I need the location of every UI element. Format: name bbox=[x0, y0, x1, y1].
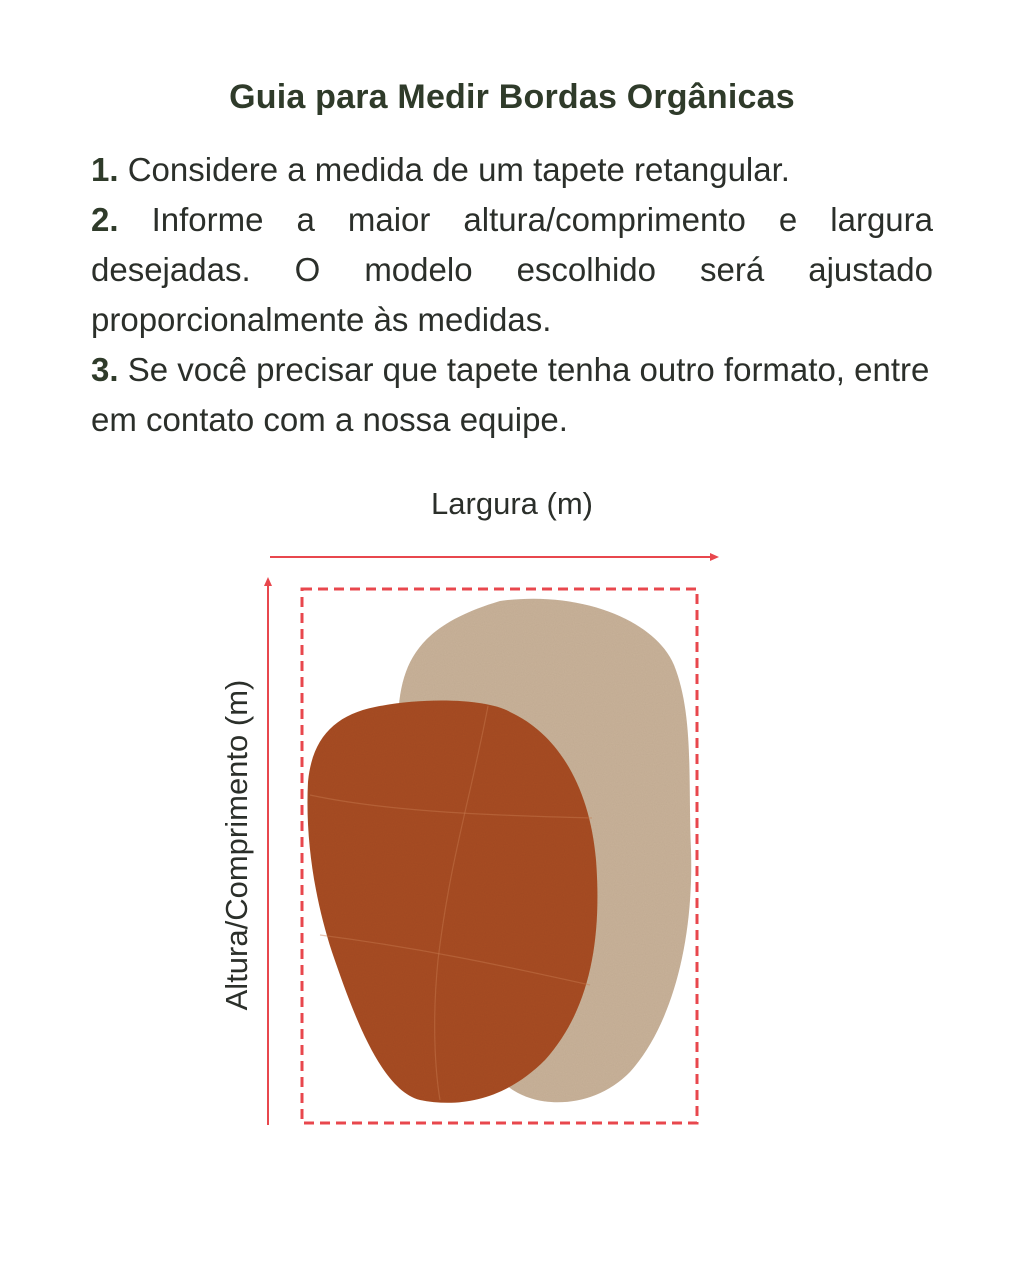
step-text: Considere a medida de um tapete retangular. bbox=[118, 151, 790, 188]
page-title: Guia para Medir Bordas Orgânicas bbox=[229, 78, 795, 116]
width-label: Largura (m) bbox=[431, 486, 593, 521]
step-number: 3. bbox=[91, 351, 119, 388]
rug-front-shape bbox=[307, 701, 597, 1103]
step-number: 1. bbox=[91, 151, 119, 188]
width-arrow bbox=[270, 553, 719, 561]
step-text: Se você precisar que tapete tenha outro formato, entre em contato com a nossa equipe. bbox=[91, 351, 930, 438]
step-number: 2. bbox=[91, 201, 119, 238]
height-label: Altura/Comprimento (m) bbox=[219, 679, 254, 1011]
height-arrow bbox=[264, 577, 272, 1125]
step-text: Informe a maior altura/comprimento e largura desejadas. O modelo escolhido será ajustado proporcionalmente às medidas. bbox=[91, 201, 933, 338]
